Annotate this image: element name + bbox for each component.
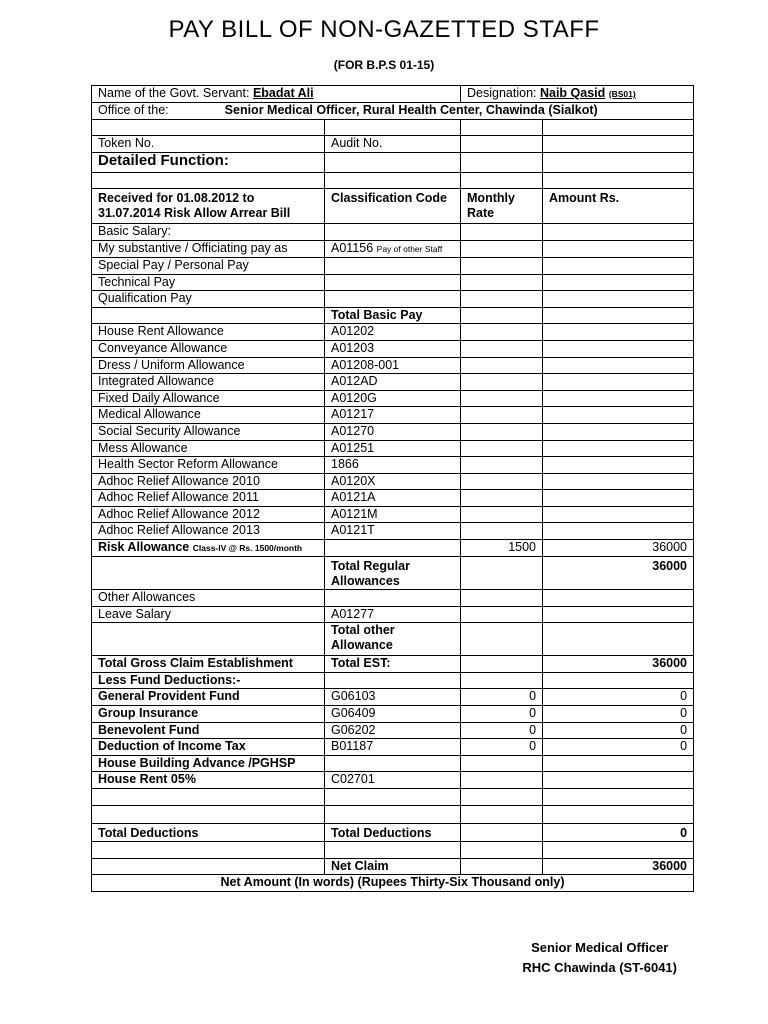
total-other-allowance-label: Total other Allowance — [325, 623, 461, 656]
table-row — [92, 739, 694, 756]
table-row — [92, 473, 694, 490]
table-row — [92, 240, 694, 257]
substantive-pay-code-cell — [325, 240, 461, 257]
table-row — [92, 357, 694, 374]
table-row — [92, 390, 694, 407]
net-amount-in-words: Net Amount (In words) (Rupees Thirty-Six Thousand only) — [92, 875, 694, 892]
table-row — [92, 86, 694, 103]
total-regular-allowances-amount: 36000 — [543, 557, 694, 590]
allowance-code: A01208-001 — [325, 357, 461, 374]
table-row — [92, 172, 694, 189]
total-est-amount: 36000 — [543, 656, 694, 673]
net-claim-label: Net Claim — [325, 858, 461, 875]
table-row — [92, 423, 694, 440]
table-row — [92, 224, 694, 241]
deduction-rate: 0 — [461, 722, 543, 739]
table-row — [92, 755, 694, 772]
table-row — [92, 606, 694, 623]
allowance-code: A0121T — [325, 523, 461, 540]
office-label: Office of the: — [98, 103, 169, 117]
table-row — [92, 136, 694, 153]
deduction-code: G06409 — [325, 706, 461, 723]
leave-salary-code: A01277 — [325, 606, 461, 623]
deduction-label: General Provident Fund — [92, 689, 325, 706]
allowance-label: Adhoc Relief Allowance 2010 — [92, 473, 325, 490]
monthly-rate-header: Monthly Rate — [461, 189, 543, 224]
total-est-label: Total EST: — [325, 656, 461, 673]
deduction-amount: 0 — [543, 706, 694, 723]
table-row — [92, 374, 694, 391]
table-row — [92, 858, 694, 875]
designation-bps: (BS01) — [608, 89, 636, 99]
allowance-label: Medical Allowance — [92, 407, 325, 424]
net-claim-amount: 36000 — [543, 858, 694, 875]
substantive-pay-note: Pay of other Staff — [376, 243, 443, 254]
allowance-label: Dress / Uniform Allowance — [92, 357, 325, 374]
page-subtitle: (FOR B.P.S 01-15) — [333, 58, 435, 72]
table-row — [92, 623, 694, 656]
substantive-pay-code: A01156 — [331, 240, 374, 255]
deduction-code: B01187 — [325, 739, 461, 756]
office-cell — [92, 103, 694, 120]
substantive-pay-label: My substantive / Officiating pay as — [92, 240, 325, 257]
allowance-code: A012AD — [325, 374, 461, 391]
risk-allowance-label: Risk Allowance — [98, 540, 190, 555]
table-row — [92, 506, 694, 523]
deduction-amount: 0 — [543, 739, 694, 756]
deduction-rate: 0 — [461, 706, 543, 723]
servant-name-value: Ebadat Ali — [252, 86, 314, 100]
table-row — [92, 307, 694, 324]
table-row — [92, 407, 694, 424]
designation-value: Naib Qasid — [539, 86, 606, 100]
table-row — [92, 189, 694, 224]
allowance-code: A01202 — [325, 324, 461, 341]
total-basic-pay-label: Total Basic Pay — [325, 307, 461, 324]
total-deductions-left-label: Total Deductions — [92, 823, 325, 842]
table-row — [92, 706, 694, 723]
designation-cell — [461, 86, 694, 103]
table-row — [92, 875, 694, 892]
qualification-pay-label: Qualification Pay — [92, 291, 325, 308]
classification-code-header: Classification Code — [325, 189, 461, 224]
allowance-code: A0121M — [325, 506, 461, 523]
deduction-amount: 0 — [543, 689, 694, 706]
total-deductions-amount: 0 — [543, 823, 694, 842]
risk-allowance-amount: 36000 — [543, 540, 694, 557]
allowance-code: 1866 — [325, 457, 461, 474]
table-row — [92, 805, 694, 823]
allowance-code: A0121A — [325, 490, 461, 507]
deduction-rate: 0 — [461, 689, 543, 706]
allowance-code: A0120G — [325, 390, 461, 407]
deduction-amount: 0 — [543, 722, 694, 739]
pay-bill-table — [91, 85, 694, 892]
table-row — [92, 490, 694, 507]
table-row — [92, 842, 694, 859]
table-row — [92, 119, 694, 136]
gross-claim-label: Total Gross Claim Establishment — [92, 656, 325, 673]
allowance-label: House Rent Allowance — [92, 324, 325, 341]
table-row — [92, 590, 694, 607]
technical-pay-label: Technical Pay — [92, 274, 325, 291]
token-label: Token No. — [92, 136, 325, 153]
deduction-label: Benevolent Fund — [92, 722, 325, 739]
allowance-code: A01270 — [325, 423, 461, 440]
table-row — [92, 689, 694, 706]
deduction-code: G06202 — [325, 722, 461, 739]
table-row — [92, 440, 694, 457]
total-regular-allowances-label: Total Regular Allowances — [325, 557, 461, 590]
designation-label: Designation: — [467, 86, 540, 100]
deduction-code: G06103 — [325, 689, 461, 706]
house-rent-code: C02701 — [325, 772, 461, 789]
table-row — [92, 257, 694, 274]
received-period-header: Received for 01.08.2012 to 31.07.2014 Risk Allow Arrear Bill — [92, 189, 325, 224]
table-row — [92, 540, 694, 557]
risk-allowance-rate: 1500 — [461, 540, 543, 557]
table-row — [92, 274, 694, 291]
house-rent-label: House Rent 05% — [92, 772, 325, 789]
deduction-label: Group Insurance — [92, 706, 325, 723]
allowance-label: Conveyance Allowance — [92, 340, 325, 357]
table-row — [92, 789, 694, 806]
table-row — [92, 523, 694, 540]
other-allowances-label: Other Allowances — [92, 590, 325, 607]
leave-salary-label: Leave Salary — [92, 606, 325, 623]
basic-salary-label: Basic Salary: — [92, 224, 325, 241]
signature-block — [522, 938, 677, 978]
servant-name-label: Name of the Govt. Servant: — [98, 86, 253, 100]
office-value: Senior Medical Officer, Rural Health Center, Chawinda (Sialkot) — [224, 103, 598, 117]
allowance-label: Fixed Daily Allowance — [92, 390, 325, 407]
table-row — [92, 823, 694, 842]
audit-label: Audit No. — [325, 136, 461, 153]
risk-allowance-cell — [92, 540, 325, 557]
house-building-advance-label: House Building Advance /PGHSP — [92, 755, 325, 772]
table-row — [92, 103, 694, 120]
allowance-label: Mess Allowance — [92, 440, 325, 457]
allowance-label: Adhoc Relief Allowance 2012 — [92, 506, 325, 523]
deduction-label: Deduction of Income Tax — [92, 739, 325, 756]
table-row — [92, 772, 694, 789]
total-deductions-label: Total Deductions — [325, 823, 461, 842]
allowance-label: Adhoc Relief Allowance 2013 — [92, 523, 325, 540]
allowance-code: A01217 — [325, 407, 461, 424]
allowance-label: Health Sector Reform Allowance — [92, 457, 325, 474]
table-row — [92, 457, 694, 474]
allowance-code: A01203 — [325, 340, 461, 357]
table-row — [92, 340, 694, 357]
page-title: PAY BILL OF NON-GAZETTED STAFF — [168, 16, 600, 43]
deduction-rate: 0 — [461, 739, 543, 756]
allowance-code: A01251 — [325, 440, 461, 457]
detailed-function-heading: Detailed Function: — [92, 152, 325, 172]
signature-designation: Senior Medical Officer — [531, 940, 669, 955]
table-row — [92, 557, 694, 590]
table-row — [92, 324, 694, 341]
table-row — [92, 291, 694, 308]
allowance-label: Integrated Allowance — [92, 374, 325, 391]
table-row — [92, 152, 694, 172]
table-row — [92, 722, 694, 739]
risk-allowance-note: Class-IV @ Rs. 1500/month — [192, 543, 303, 554]
amount-header: Amount Rs. — [543, 189, 694, 224]
table-row — [92, 656, 694, 673]
less-fund-deductions-label: Less Fund Deductions:- — [92, 672, 325, 689]
allowance-label: Social Security Allowance — [92, 423, 325, 440]
allowance-code: A0120X — [325, 473, 461, 490]
table-row — [92, 672, 694, 689]
special-pay-label: Special Pay / Personal Pay — [92, 257, 325, 274]
allowance-label: Adhoc Relief Allowance 2011 — [92, 490, 325, 507]
signature-office: RHC Chawinda (ST-6041) — [522, 960, 677, 975]
servant-name-cell — [92, 86, 461, 103]
